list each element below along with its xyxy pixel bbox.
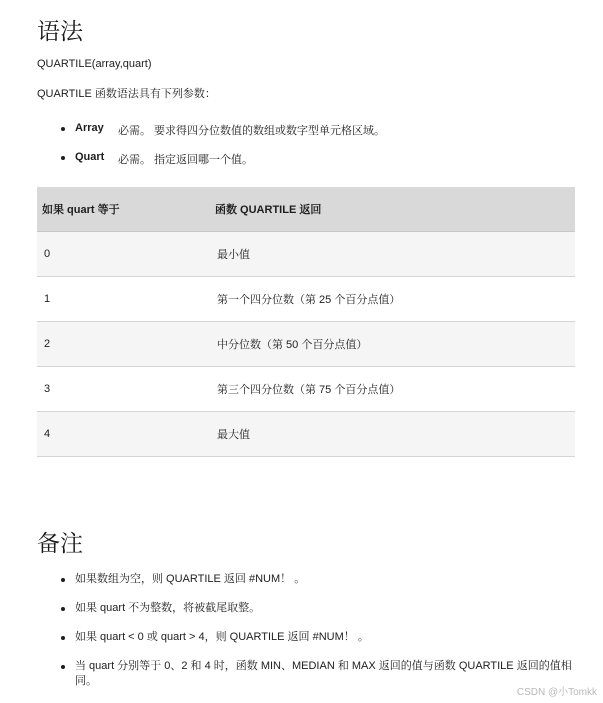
note-item: 当 quart 分别等于 0、2 和 4 时，函数 MIN、MEDIAN 和 MAX 返回的值与函数 QUARTILE 返回的值相同。	[75, 660, 572, 687]
quart-return-table	[37, 187, 575, 457]
parameter-desc: 必需。 要求得四分位数值的数组或数字型单元格区域。	[118, 125, 386, 137]
table-cell: 4	[37, 412, 207, 457]
table-cell: 最大值	[207, 412, 575, 457]
table-cell: 最小值	[207, 232, 575, 277]
watermark: CSDN @小Tomkk	[516, 687, 597, 698]
table-row	[37, 277, 575, 322]
table-cell: 第一个四分位数（第 25 个百分点值）	[207, 277, 575, 322]
table-cell: 0	[37, 232, 207, 277]
table-row	[37, 232, 575, 277]
note-item: 如果数组为空，则 QUARTILE 返回 #NUM！ 。	[75, 572, 573, 587]
table-row	[37, 322, 575, 367]
table-cell: 第三个四分位数（第 75 个百分点值）	[207, 367, 575, 412]
syntax-intro: QUARTILE 函数语法具有下列参数：	[37, 88, 216, 100]
note-item: 如果 quart < 0 或 quart > 4，则 QUARTILE 返回 #NUM！ 。	[75, 630, 573, 645]
table-cell: 2	[37, 322, 207, 367]
table-row	[37, 412, 575, 457]
column-header-return: 函数 QUARTILE 返回	[207, 187, 575, 232]
parameter-name: Array	[75, 122, 104, 134]
table-row	[37, 367, 575, 412]
note-item: 如果 quart 不为整数，将被截尾取整。	[75, 601, 573, 616]
notes-heading: 备注	[37, 531, 83, 557]
parameter-desc: 必需。 指定返回哪一个值。	[118, 154, 254, 166]
parameter-name: Quart	[75, 151, 105, 163]
table-cell: 3	[37, 367, 207, 412]
table-header-row	[37, 187, 575, 232]
table-cell: 1	[37, 277, 207, 322]
function-signature: QUARTILE(array,quart)	[37, 58, 152, 70]
syntax-heading: 语法	[37, 19, 83, 45]
column-header-quart: 如果 quart 等于	[37, 187, 207, 232]
table-cell: 中分位数（第 50 个百分点值）	[207, 322, 575, 367]
